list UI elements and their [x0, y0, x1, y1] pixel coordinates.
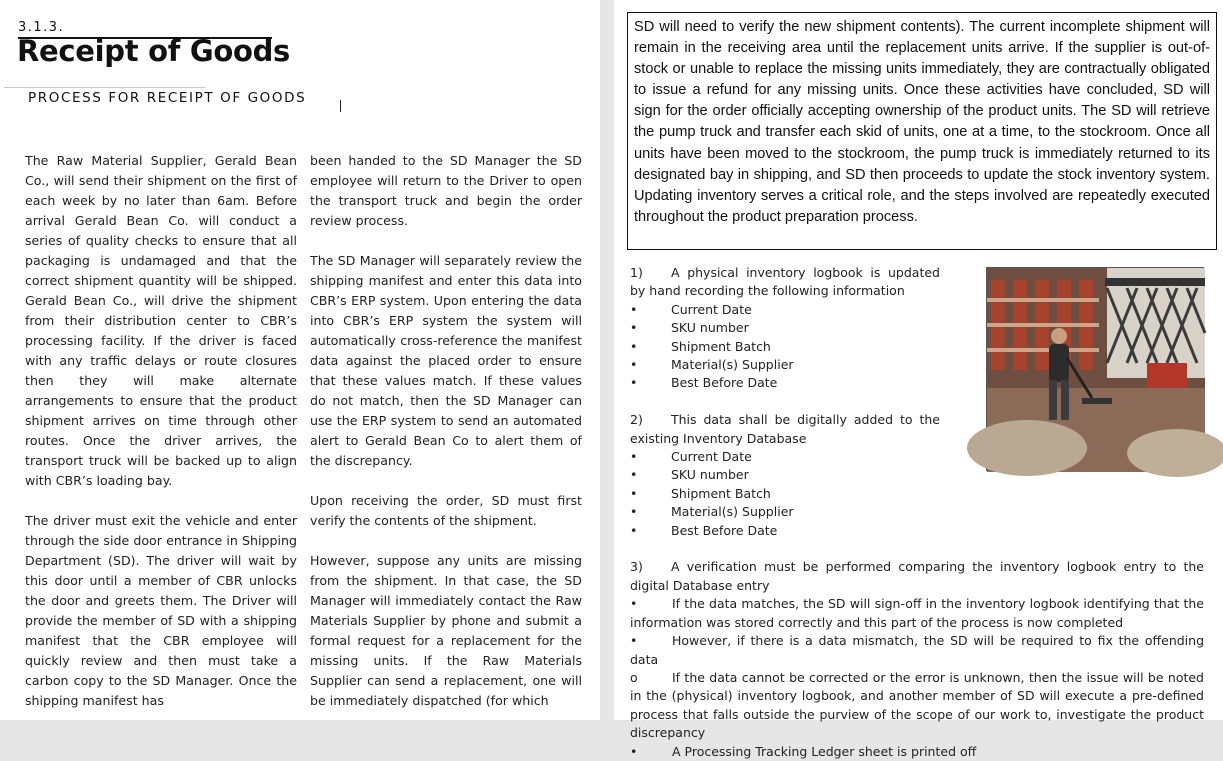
list-item: • Best Before Date [630, 374, 1204, 392]
step-text: This data shall be digitally added to the existing Inventory Database [630, 412, 940, 446]
list-item: • A Processing Tracking Ledger sheet is printed off [630, 743, 1204, 761]
section-subtitle: PROCESS FOR RECEIPT OF GOODS [28, 90, 307, 106]
section-number: 3.1.3. [18, 20, 65, 35]
paragraph: The driver must exit the vehicle and enter through the side door entrance in Shipping Department (SD). The driver will wait by this door until a member of CBR unlocks the door and greets them. The Driver will provide the member of SD with a shipping manifest that the CBR employee will quickly review and then must take a carbon copy to the SD Manager. Once the shipping manifest has [25, 513, 297, 708]
text-cursor [340, 100, 341, 112]
paragraph: been handed to the SD Manager the SD employee will return to the Driver to open the transport truck and begin the order review process. [310, 153, 582, 228]
list-item: • SKU number [630, 466, 1204, 484]
boxed-paragraph: SD will need to verify the new shipment contents). The current incomplete shipment will remain in the receiving area until the replacement units arrive. If the supplier is out-of-stock or unable to replace the missing units immediately, they are contractually obligated to issue a refund for any missing units. Once these activities have concluded, SD will sign for the order officially accepting ownership of the product units. The SD will retrieve the pump truck and transfer each skid of units, one at a time, to the stockroom. Once all units have been moved to the stockroom, the pump truck is immediately returned to its designated bay in shipping, and SD then proceeds to update the stock inventory system. Updating inventory serves a critical role, and the steps involved are repeatedly executed throughout the product preparation process. [627, 12, 1217, 250]
paragraph: The Raw Material Supplier, Gerald Bean Co., will send their shipment on the first of each week by no later than 6am. Before arrival Gerald Bean Co. will conduct a series of quality checks to ensure that all packaging is undamaged and that the correct shipment quantity will be shipped. Gerald Bean Co., will drive the shipment from their distribution center to CBR’s processing facility. If the driver is faced with any traffic delays or route closures then they will make alternate arrangements to ensure that the product shipment arrives on time through other routes. Once the driver arrives, the transport truck will be backed up to align with CBR’s loading bay. [25, 153, 297, 488]
step-text: A physical inventory logbook is updated by hand recording the following information [630, 265, 940, 299]
paragraph: However, suppose any units are missing from the shipment. In that case, the SD Manager will immediately contact the Raw Materials Supplier by phone and submit a formal request for a replacement for the missing units. If the Raw Materials Supplier can send a replacement, one will be immediately dispatched (for which [310, 553, 582, 708]
list-item: • Shipment Batch [630, 338, 1204, 356]
step-1 [630, 264, 940, 301]
bullet-icon: • [630, 743, 638, 759]
list-item: • SKU number [630, 319, 1204, 337]
paragraph: Upon receiving the order, SD must first verify the contents of the shipment. [310, 493, 582, 528]
step-number: 3) [630, 559, 643, 575]
bullet-icon: • [630, 375, 638, 391]
warehouse-photo [986, 267, 1204, 471]
document-page-left [0, 0, 600, 720]
bullet-icon: • [630, 301, 638, 317]
bullet-icon: • [630, 504, 638, 520]
bullet-icon: • [630, 633, 638, 649]
bullet-icon: • [630, 596, 638, 612]
text-column-2 [310, 151, 582, 711]
list-item: • Current Date [630, 301, 1204, 319]
text-column-1 [25, 151, 297, 711]
subtitle-rule [4, 87, 206, 88]
paragraph: The SD Manager will separately review the shipping manifest and enter this data into CBR’s ERP system. Upon entering the data into CBR’s ERP system the system will automatically cross-reference the manifest data against the placed order to ensure that these values match. If these values do not match, then the SD Manager can use the ERP system to send an automated alert to Gerald Bean Co to alert them of the discrepancy. [310, 253, 582, 468]
circle-bullet-icon: o [630, 669, 638, 685]
step-text: A verification must be performed comparing the inventory logbook entry to the digital Database entry [630, 559, 1204, 593]
list-item: o If the data cannot be corrected or the error is unknown, then the issue will be noted in the (physical) inventory logbook, and another member of SD will execute a pre-defined process that falls outside the purview of the scope of our work to, investigate the product discrepancy [630, 669, 1204, 741]
bullet-icon: • [630, 357, 638, 373]
step-number: 2) [630, 412, 643, 428]
bullet-icon: • [630, 467, 638, 483]
bullet-icon: • [630, 522, 638, 538]
bullet-icon: • [630, 485, 638, 501]
step-2 [630, 411, 940, 448]
list-item: • If the data matches, the SD will sign-off in the inventory logbook identifying that the information was stored correctly and this part of the process is now completed [630, 596, 1204, 630]
list-item: • Best Before Date [630, 522, 1204, 540]
bullet-icon: • [630, 320, 638, 336]
list-item: • However, if there is a data mismatch, the SD will be required to fix the offending data [630, 633, 1204, 667]
section-title: Receipt of Goods [17, 34, 291, 68]
step-3 [630, 558, 1204, 595]
list-item: • Material(s) Supplier [630, 503, 1204, 521]
step-number: 1) [630, 265, 643, 280]
list-item: • Material(s) Supplier [630, 356, 1204, 374]
bullet-icon: • [630, 449, 638, 465]
list-item: • Shipment Batch [630, 485, 1204, 503]
list-item: • Current Date [630, 448, 1204, 466]
bullet-icon: • [630, 338, 638, 354]
